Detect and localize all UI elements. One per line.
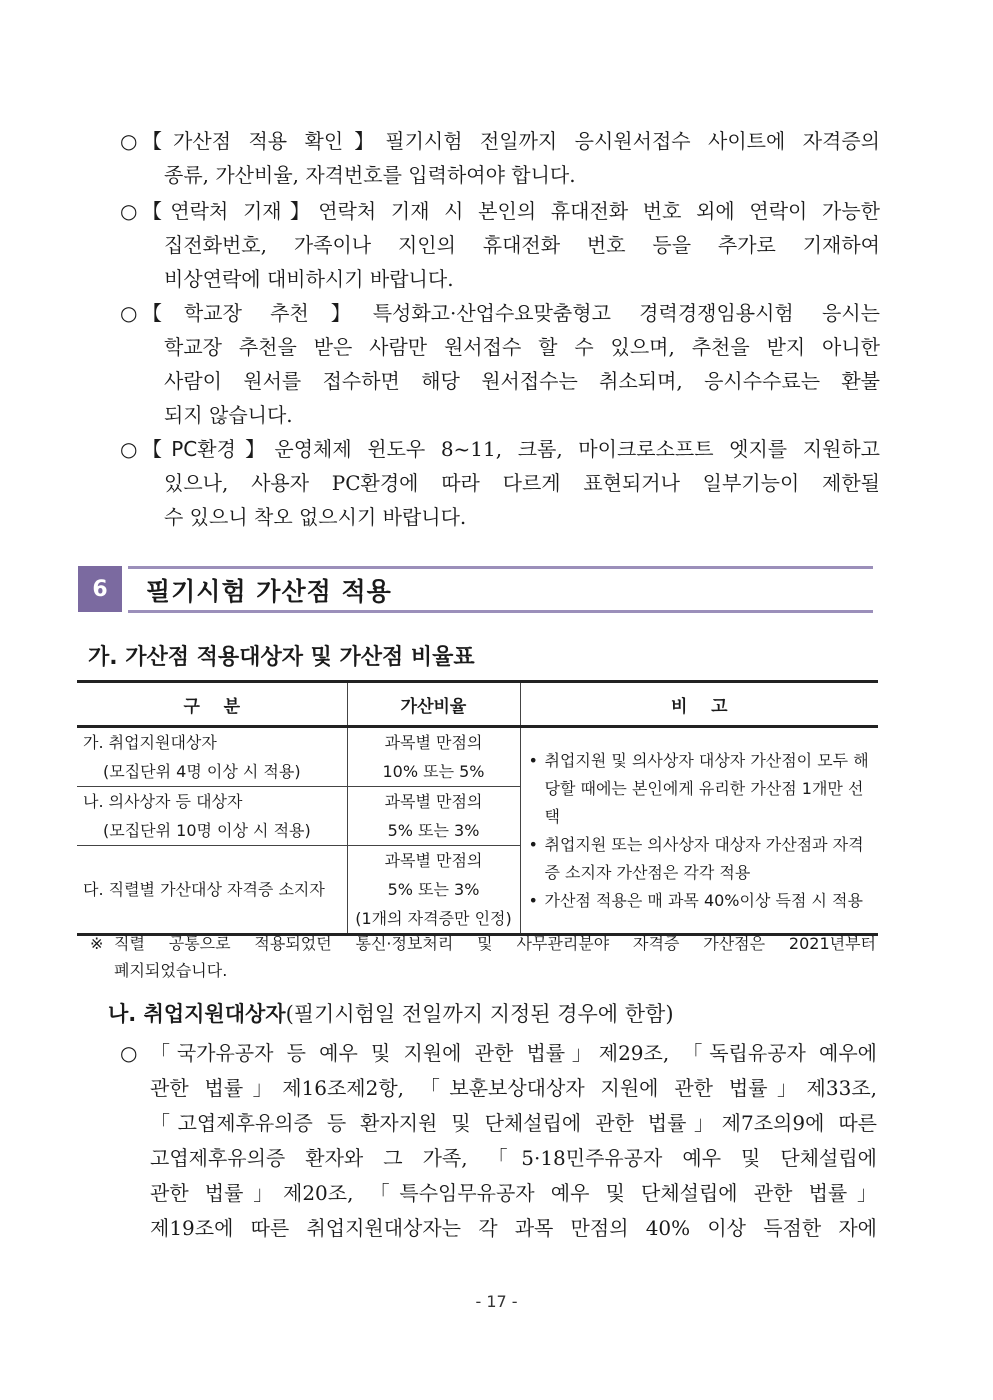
remarks-list bbox=[525, 747, 871, 915]
remark-item: • 가산점 적용은 매 과목 40%이상 득점 시 적용 bbox=[525, 887, 871, 915]
section-number-badge: 6 bbox=[78, 566, 122, 612]
bullet-item-pc-environment bbox=[120, 432, 880, 534]
category-name: 다. 직렬별 가산대상 자격증 소지자 bbox=[83, 880, 325, 899]
bullet-line: 연락처 기재 시 본인의 휴대전화 번호 외에 연락이 가능한 bbox=[318, 199, 880, 223]
bullet-line: 종류, 가산비율, 자격번호를 입력하여야 합니다. bbox=[164, 163, 576, 187]
bullet-line: 수 있으니 착오 없으시기 바랍니다. bbox=[164, 505, 467, 529]
rate-line: (1개의 자격증만 인정) bbox=[355, 909, 512, 928]
rate-line: 과목별 만점의 bbox=[384, 792, 483, 811]
bullet-item-contact bbox=[120, 194, 880, 296]
rate-line: 5% 또는 3% bbox=[387, 821, 480, 840]
remark-item: • 취업지원 또는 의사상자 대상자 가산점과 자격증 소지자 가산점은 각각 적용 bbox=[525, 831, 871, 887]
footnote-line: 폐지되었습니다. bbox=[114, 961, 228, 980]
rate-line: 10% 또는 5% bbox=[382, 762, 485, 781]
category-name: 가. 취업지원대상자 bbox=[83, 733, 217, 752]
table-cell-category bbox=[77, 846, 347, 935]
section-heading bbox=[78, 566, 873, 616]
section-rule-bottom bbox=[128, 610, 873, 613]
rate-line: 과목별 만점의 bbox=[384, 851, 483, 870]
subsection-title-b bbox=[108, 998, 674, 1028]
bullet-item-principal-recommend bbox=[120, 296, 880, 432]
page-number: - 17 - bbox=[475, 1292, 518, 1311]
table-row bbox=[77, 727, 878, 787]
bullet-heading: 【학교장 추천】 bbox=[142, 301, 373, 325]
table-cell-category bbox=[77, 727, 347, 787]
paragraph-line: 관한 법률」제20조, 「특수임무유공자 예우 및 단체설립에 관한 법률」 bbox=[150, 1181, 877, 1205]
table-header-row bbox=[77, 682, 878, 727]
subsection-title-a: 가. 가산점 적용대상자 및 가산점 비율표 bbox=[88, 645, 475, 670]
bullet-line: 있으나, 사용자 PC환경에 따라 다르게 표현되거나 일부기능이 제한될 bbox=[164, 471, 880, 495]
bullet-heading: 【연락처 기재】 bbox=[142, 199, 319, 223]
subsection-title-b-main: 나. 취업지원대상자 bbox=[108, 1002, 286, 1026]
bullet-circle: ○ bbox=[120, 1041, 138, 1065]
bullet-item-bonus-confirm bbox=[120, 124, 880, 192]
bullet-line: 필기시험 전일까지 응시원서접수 사이트에 자격증의 bbox=[385, 129, 880, 153]
category-condition: (모집단위 10명 이상 시 적용) bbox=[103, 821, 311, 840]
bullet-heading: 【PC환경】 bbox=[142, 437, 275, 461]
paragraph-employment-support bbox=[120, 1036, 877, 1246]
section-rule-top bbox=[128, 566, 873, 569]
bullet-line: 운영체제 윈도우 8~11, 크롬, 마이크로소프트 엣지를 지원하고 bbox=[274, 437, 880, 461]
bullet-circle: ○ bbox=[120, 437, 138, 461]
table-header-remarks: 비 고 bbox=[520, 682, 878, 727]
table-header-rate: 가산비율 bbox=[347, 682, 520, 727]
table-header-category: 구 분 bbox=[77, 682, 347, 727]
reference-mark: ※ bbox=[90, 934, 104, 953]
bullet-heading: 【가산점 적용 확인】 bbox=[142, 129, 386, 153]
category-name: 나. 의사상자 등 대상자 bbox=[83, 792, 243, 811]
bullet-circle: ○ bbox=[120, 129, 138, 153]
bullet-line: 특성화고·산업수요맞춤형고 경력경쟁임용시험 응시는 bbox=[372, 301, 880, 325]
table-footnote bbox=[90, 930, 876, 984]
bonus-rate-table bbox=[77, 680, 878, 936]
paragraph-line: 「국가유공자 등 예우 및 지원에 관한 법률」제29조, 「독립유공자 예우에 bbox=[150, 1041, 877, 1065]
remark-item: • 취업지원 및 의사상자 대상자 가산점이 모두 해당할 때에는 본인에게 유리한 가산점 1개만 선택 bbox=[525, 747, 871, 831]
bullet-circle: ○ bbox=[120, 199, 138, 223]
bullet-line: 집전화번호, 가족이나 지인의 휴대전화 번호 등을 추가로 기재하여 bbox=[164, 233, 880, 257]
footnote-line: 직렬 공통으로 적용되었던 통신·정보처리 및 사무관리분야 자격증 가산점은 2021년부터 bbox=[114, 934, 876, 953]
paragraph-line: 고엽제후유의증 환자와 그 가족, 「5·18민주유공자 예우 및 단체설립에 bbox=[150, 1146, 877, 1170]
bullet-line: 비상연락에 대비하시기 바랍니다. bbox=[164, 267, 454, 291]
category-condition: (모집단위 4명 이상 시 적용) bbox=[103, 762, 301, 781]
table-cell-rate bbox=[347, 787, 520, 846]
bullet-line: 학교장 추천을 받은 사람만 원서접수 할 수 있으며, 추천을 받지 아니한 bbox=[164, 335, 880, 359]
table-cell-remarks bbox=[520, 727, 878, 935]
bullet-line: 되지 않습니다. bbox=[164, 403, 293, 427]
bullet-line: 사람이 원서를 접수하면 해당 원서접수는 취소되며, 응시수수료는 환불 bbox=[164, 369, 880, 393]
section-title: 필기시험 가산점 적용 bbox=[146, 577, 392, 606]
rate-line: 5% 또는 3% bbox=[387, 880, 480, 899]
paragraph-line: 제19조에 따른 취업지원대상자는 각 과목 만점의 40% 이상 득점한 자에 bbox=[150, 1216, 877, 1240]
rate-line: 과목별 만점의 bbox=[384, 733, 483, 752]
paragraph-line: 관한 법률」제16조제2항, 「보훈보상대상자 지원에 관한 법률」제33조, bbox=[150, 1076, 877, 1100]
paragraph-line: 「고엽제후유의증 등 환자지원 및 단체설립에 관한 법률」제7조의9에 따른 bbox=[150, 1111, 877, 1135]
bullet-circle: ○ bbox=[120, 301, 138, 325]
table-cell-rate bbox=[347, 727, 520, 787]
table-cell-rate bbox=[347, 846, 520, 935]
table-cell-category bbox=[77, 787, 347, 846]
subsection-title-b-suffix: (필기시험일 전일까지 지정된 경우에 한함) bbox=[285, 1002, 674, 1026]
